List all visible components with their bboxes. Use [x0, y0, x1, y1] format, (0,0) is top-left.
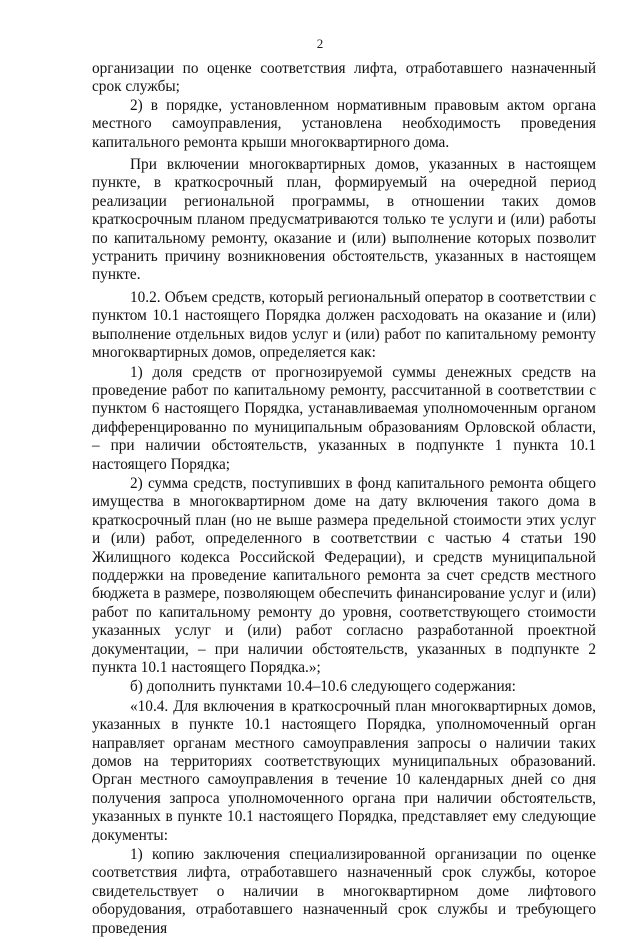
paragraph-item-2: 2) в порядке, установленном нормативным правовым актом органа местного самоуправления, установлена необходимость проведения капитального ремонта крыши многоквартирного дома.	[92, 96, 596, 151]
paragraph-continuation: организации по оценке соответствия лифта, отработавшего назначенный срок службы;	[92, 60, 596, 96]
paragraph-10-2-item-1: 1) доля средств от прогнозируемой суммы денежных средств на проведение работ по капитальному ремонту, рассчитанной в соответствии с пунктом 6 настоящего Порядка, устанавливаемая уполномоченным органом дифференцированно по муниципальным образованиям Орловской области, – при наличии обстоятельств, указанных в подпункте 1 пункта 10.1 настоящего Порядка;	[92, 363, 596, 473]
paragraph-b-supplement: б) дополнить пунктами 10.4–10.6 следующего содержания:	[130, 678, 516, 696]
paragraph-10-2: 10.2. Объем средств, который региональный оператор в соответствии с пунктом 10.1 настоящего Порядка должен расходовать на оказание и (или) выполнение отдельных видов услуг и (или) работ по капитальному ремонту многоквартирных домов, определяется как:	[92, 288, 596, 362]
paragraph-10-2-item-2: 2) сумма средств, поступивших в фонд капитального ремонта общего имущества в многоквартирном доме на дату включения такого дома в краткосрочный план (но не выше размера предельной стоимости этих услуг и (или) работ, определенного в соответствии с частью 4 статьи 190 Жилищного кодекса Российской Федерации), и средств муниципальной поддержки на проведение капитального ремонта за счет средств местного бюджета в размере, позволяющем обеспечить финансирование услуг и (или) работ по капитальному ремонту до уровня, соответствующего стоимости указанных услуг и (или) работ согласно разработанной проектной документации, – при наличии обстоятельств, указанных в подпункте 2 пункта 10.1 настоящего Порядка.»;	[92, 474, 596, 676]
paragraph-10-4: «10.4. Для включения в краткосрочный план многоквартирных домов, указанных в пункте 10.1 настоящего Порядка, уполномоченный орган направляет органам местного самоуправления запросы о наличии таких домов на территориях соответствующих муниципальных образований. Орган местного самоуправления в течение 10 календарных дней со дня получения запроса уполномоченного органа при наличии обстоятельств, указанных в пункте 10.1 настоящего Порядка, представляет ему следующие документы:	[92, 697, 596, 844]
paragraph-inclusion-note: При включении многоквартирных домов, указанных в настоящем пункте, в краткосрочный план, формируемый на очередной период реализации региональной программы, в отношении таких домов краткосрочным планом предусматриваются только те услуги и (или) работы по капитальному ремонту, оказание и (или) выполнение которых позволит устранить причину возникновения обстоятельств, указанных в настоящем пункте.	[92, 156, 596, 284]
paragraph-10-4-item-1: 1) копию заключения специализированной организации по оценке соответствия лифта, отработавшего назначенный срок службы, которое свидетельствует о наличии в многоквартирном доме лифтового оборудования, отработавшего назначенный срок службы и требующего проведения	[92, 846, 596, 937]
document-body	[92, 60, 596, 938]
page-number: 2	[316, 36, 324, 51]
